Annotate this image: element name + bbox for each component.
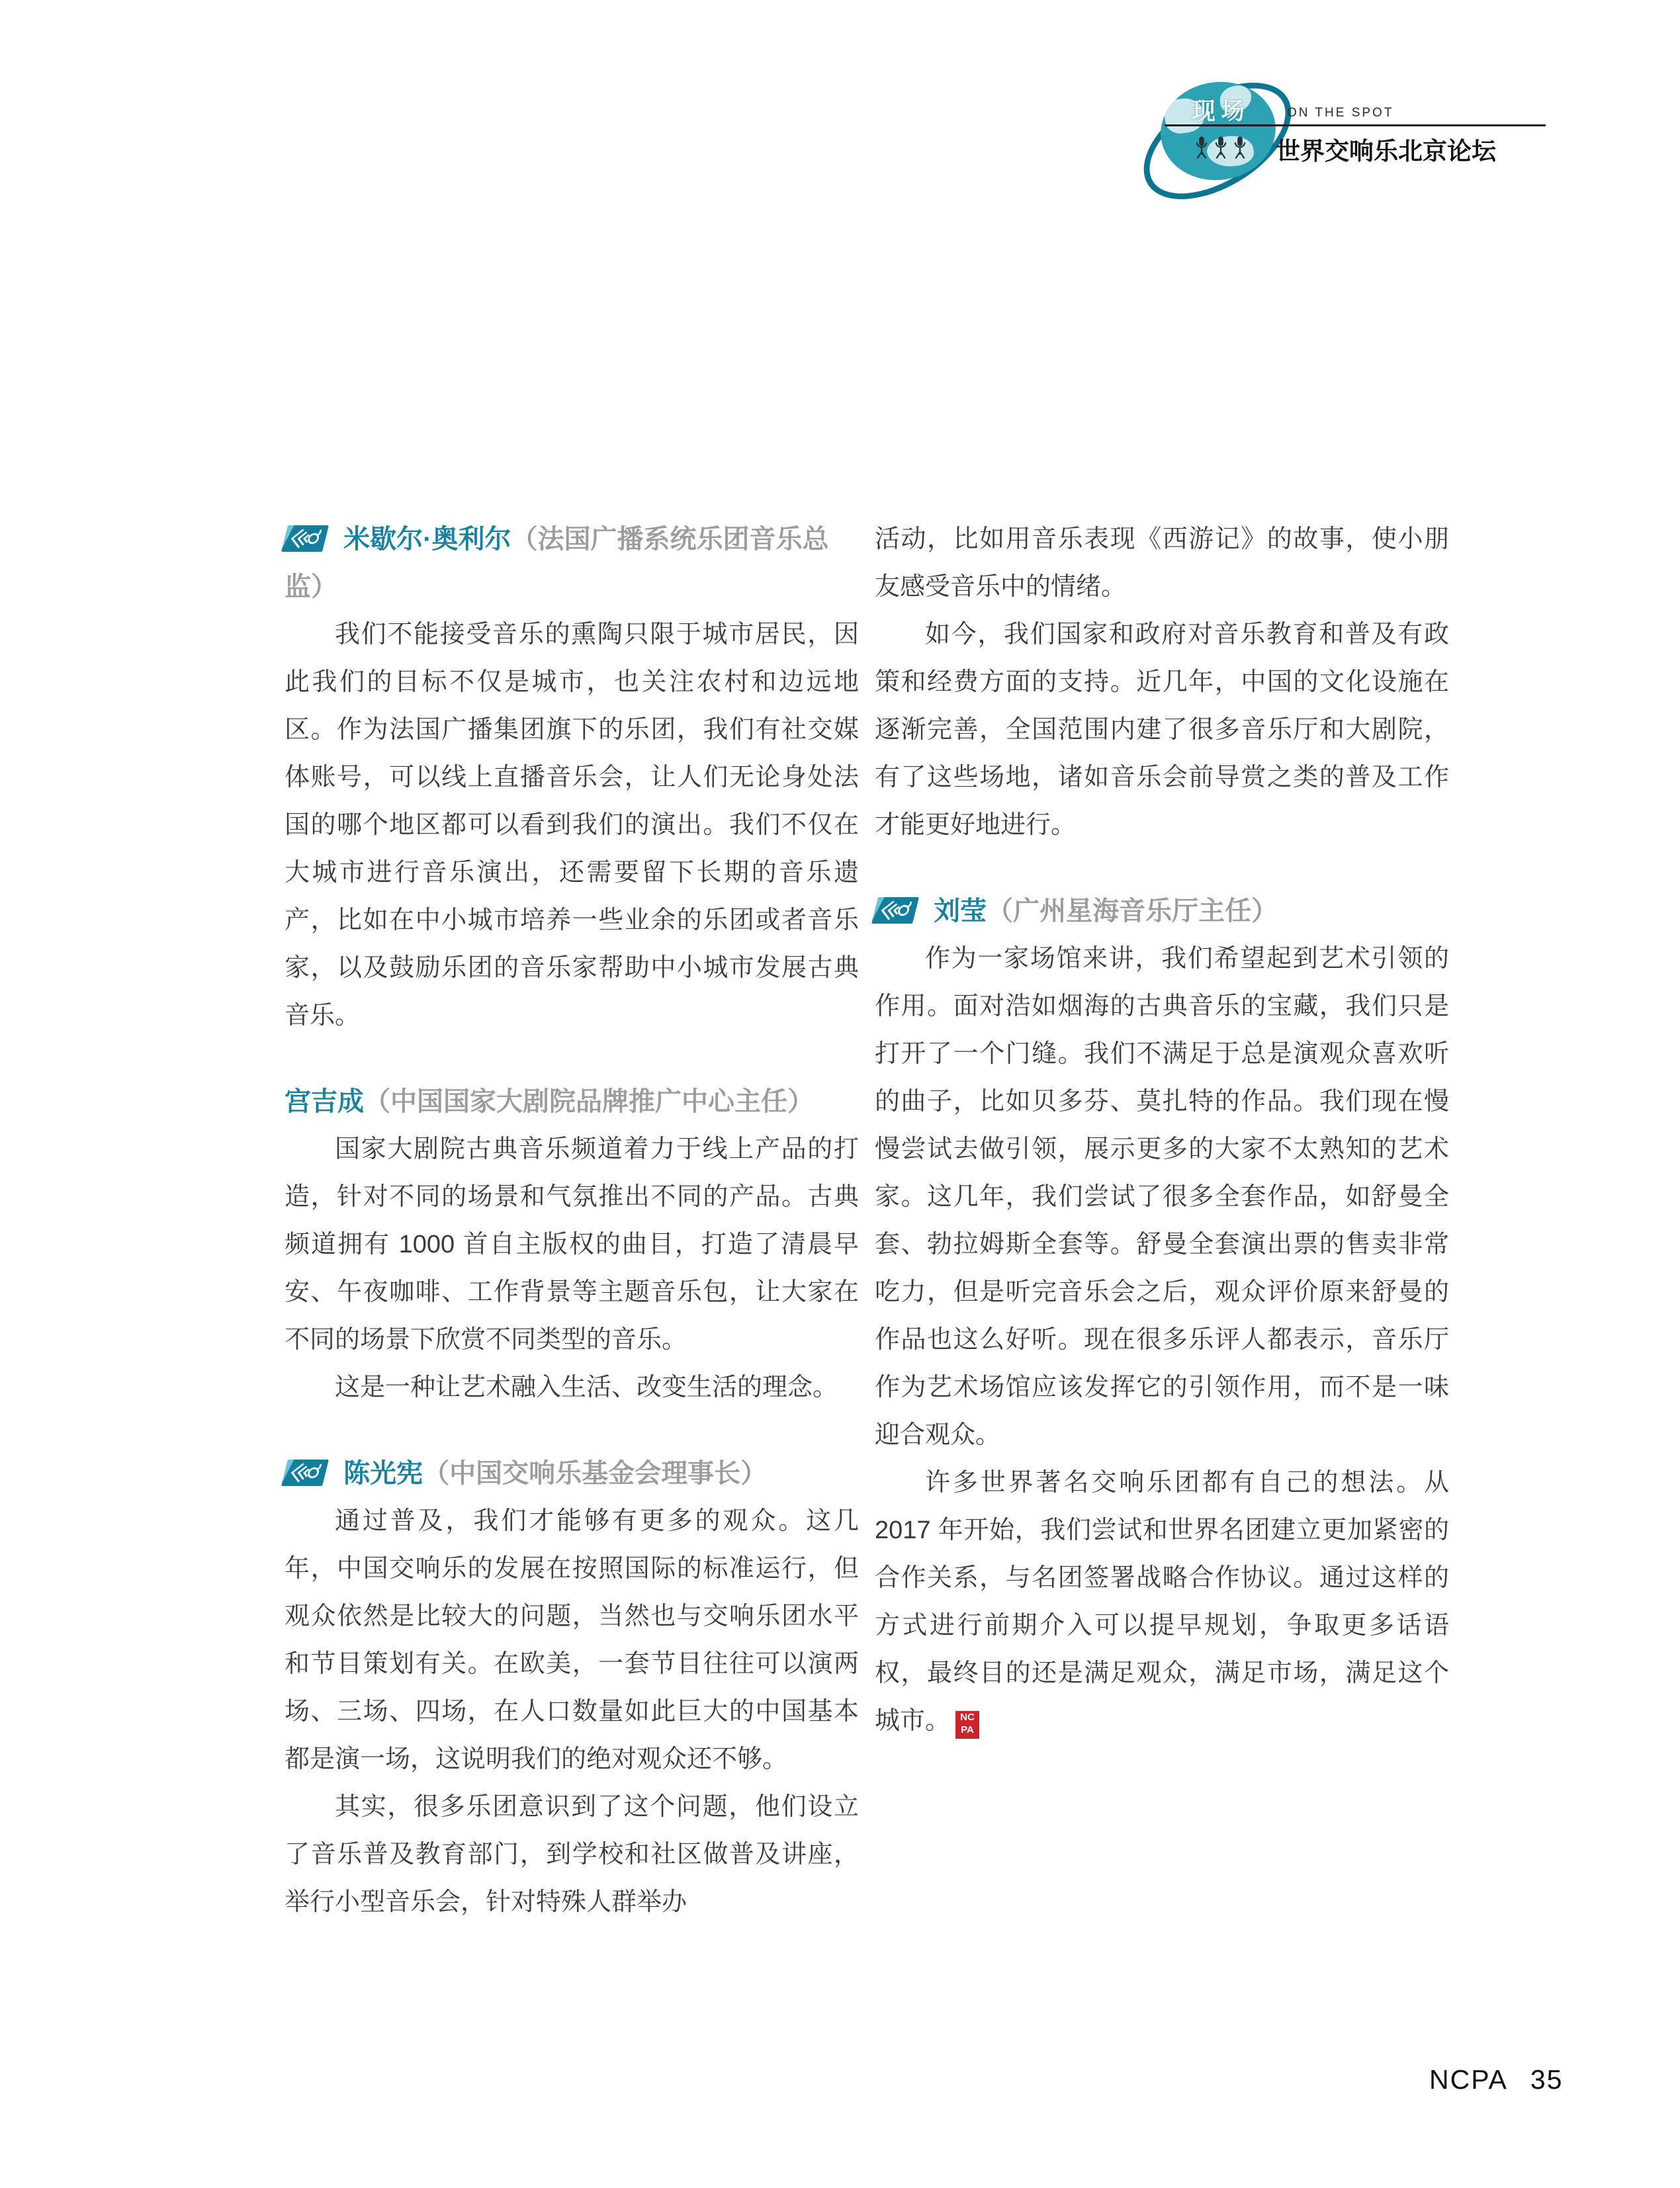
paragraph-text: 国家大剧院古典音乐频道着力于线上产品的打造，针对不同的场景和气氛推出不同的产品。古典频道拥有 1000 首自主版权的曲目，打造了清晨早安、午夜咖啡、工作背景等主题音乐包，让大家在不同的场景下欣赏不同类型的音乐。 xyxy=(285,1135,859,1354)
right-column xyxy=(875,515,1449,1745)
globe-logo xyxy=(1151,78,1290,191)
paragraph xyxy=(875,1459,1449,1745)
page-header xyxy=(1151,78,1588,197)
paragraph-text: 活动，比如用音乐表现《西游记》的故事，使小朋友感受音乐中的情绪。 xyxy=(875,525,1449,601)
ncpa-badge-glyph xyxy=(285,528,325,549)
paragraph xyxy=(285,1364,859,1411)
end-mark-line: PA xyxy=(961,1724,974,1735)
speaker-role: （中国交响乐基金会理事长） xyxy=(423,1459,768,1488)
ncpa-end-mark xyxy=(955,1711,979,1739)
header-rule xyxy=(1165,124,1546,126)
paragraph xyxy=(285,1783,859,1926)
speaker-heading xyxy=(285,1450,859,1497)
speaker-heading xyxy=(285,515,859,611)
ncpa-badge-glyph xyxy=(285,1462,325,1483)
paragraph xyxy=(875,611,1449,849)
paragraph-text: 如今，我们国家和政府对音乐教育和普及有政策和经费方面的支持。近几年，中国的文化设施在逐渐完善，全国范围内建了很多音乐厅和大剧院，有了这些场地，诸如音乐会前导赏之类的普及工作才能更好地进行。 xyxy=(875,621,1449,839)
paragraph-text: 我们不能接受音乐的熏陶只限于城市居民，因此我们的目标不仅是城市，也关注农村和边远地区。作为法国广播集团旗下的乐团，我们有社交媒体账号，可以线上直播音乐会，让人们无论身处法国的哪个地区都可以看到我们的演出。我们不仅在大城市进行音乐演出，还需要留下长期的音乐遗产，比如在中小城市培养一些业余的乐团或者音乐家，以及鼓励乐团的音乐家帮助中小城市发展古典音乐。 xyxy=(285,621,859,1029)
paragraph-text: 作为一家场馆来讲，我们希望起到艺术引领的作用。面对浩如烟海的古典音乐的宝藏，我们只是打开了一个门缝。我们不满足于总是演观众喜欢听的曲子，比如贝多芬、莫扎特的作品。我们现在慢慢尝试去做引领，展示更多的大家不太熟知的艺术家。这几年，我们尝试了很多全套作品，如舒曼全套、勃拉姆斯全套等。舒曼全套演出票的售卖非常吃力，但是听完音乐会之后，观众评价原来舒曼的作品也这么好听。现在很多乐评人都表示，音乐厅作为艺术场馆应该发挥它的引领作用，而不是一味迎合观众。 xyxy=(875,945,1449,1449)
microphone-icon xyxy=(1214,135,1228,161)
speaker-role: （法国广播系统乐团音乐总监） xyxy=(285,525,829,601)
footer-brand: NCPA xyxy=(1429,2064,1508,2095)
ncpa-badge-icon xyxy=(281,525,329,552)
ncpa-badge-icon xyxy=(281,1460,329,1486)
end-mark-line: NC xyxy=(960,1712,975,1723)
header-english-label: ON THE SPOT xyxy=(1287,106,1394,120)
speaker-name: 米歇尔·奥利尔 xyxy=(343,525,511,554)
microphone-icon xyxy=(1233,135,1247,161)
ncpa-badge-glyph xyxy=(875,900,915,921)
speaker-name: 陈光宪 xyxy=(343,1459,423,1488)
paragraph xyxy=(285,611,859,1039)
paragraph xyxy=(285,1497,859,1783)
paragraph xyxy=(285,1125,859,1364)
ncpa-badge-icon xyxy=(871,897,919,924)
logo-chinese-title: 现场 xyxy=(1191,97,1250,124)
speaker-name: 刘莹 xyxy=(934,897,987,926)
paragraph-text: 其实，很多乐团意识到了这个问题，他们设立了音乐普及教育部门，到学校和社区做普及讲座，举行小型音乐会，针对特殊人群举办 xyxy=(285,1793,859,1916)
speaker-role: （广州星海音乐厅主任） xyxy=(987,897,1278,926)
paragraph-text: 通过普及，我们才能够有更多的观众。这几年，中国交响乐的发展在按照国际的标准运行，但观众依然是比较大的问题，当然也与交响乐团水平和节目策划有关。在欧美，一套节目往往可以演两场、三场、四场，在人口数量如此巨大的中国基本都是演一场，这说明我们的绝对观众还不够。 xyxy=(285,1507,859,1773)
page-footer xyxy=(1429,2064,1563,2095)
paragraph-text: 许多世界著名交响乐团都有自己的想法。从 2017 年开始，我们尝试和世界名团建立更加紧密的合作关系，与名团签署战略合作协议。通过这样的方式进行前期介入可以提早规划，争取更多话语权，最终目的还是满足观众，满足市场，满足这个城市。 xyxy=(875,1469,1449,1735)
paragraph xyxy=(875,935,1449,1459)
left-column xyxy=(285,515,859,1926)
footer-page-number: 35 xyxy=(1530,2064,1564,2095)
speaker-heading xyxy=(875,887,1449,935)
paragraph-text: 这是一种让艺术融入生活、改变生活的理念。 xyxy=(335,1374,838,1401)
microphone-icon xyxy=(1194,135,1209,161)
speaker-name: 宫吉成 xyxy=(285,1087,364,1116)
speaker-heading xyxy=(285,1078,859,1125)
header-section-title: 世界交响乐北京论坛 xyxy=(1276,138,1496,165)
speaker-role: （中国国家大剧院品牌推广中心主任） xyxy=(364,1087,814,1116)
microphones-icon xyxy=(1151,135,1290,161)
paragraph xyxy=(875,515,1449,611)
